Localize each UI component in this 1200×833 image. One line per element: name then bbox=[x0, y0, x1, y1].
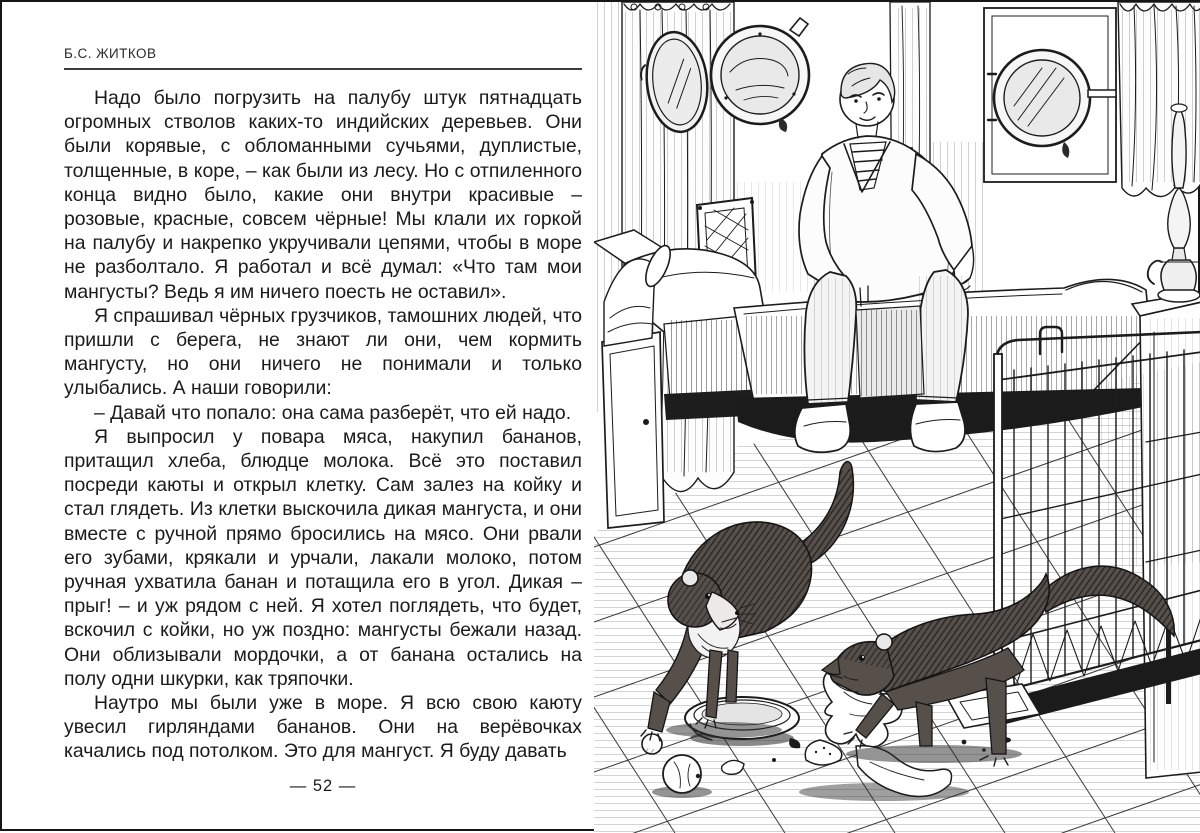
onion bbox=[663, 755, 701, 793]
paragraph: – Давай что попало: она сама разберёт, что ей надо. bbox=[94, 401, 572, 424]
porthole-shadow bbox=[779, 118, 787, 132]
porthole-latch bbox=[1088, 90, 1116, 97]
paragraph: Наутро мы были уже в море. Я всю свою каюту увесил гирляндами бананов. Они на верёвочках качались под потолком. Это для мангуст. Я буду давать bbox=[64, 692, 582, 763]
lamp-chimney bbox=[1172, 108, 1186, 188]
story-text bbox=[64, 86, 582, 764]
header-rule bbox=[64, 68, 582, 70]
lamp-glass-bulb bbox=[1168, 188, 1191, 248]
illustration-svg bbox=[594, 2, 1200, 833]
sailor-figure bbox=[795, 63, 974, 452]
paragraph: Надо было погрузить на палубу штук пятнадцать огромных стволов каких-то индийских деревьев. Они были корявые, с обломанными сучьями, дуплистые, толщенные, в коре, – как были из лесу. Но с отпиленного конца видно было, какие они внутри красивые – розовые, красные, совсем чёрные! Мы клали их горкой на палубу и накрепко укручивали цепями, чтобы в море не разболтало. Я работал и всё думал: «Что там мои мангусты? Ведь я им ничего поесть не оставил». bbox=[64, 87, 582, 303]
author-header: Б.С. ЖИТКОВ bbox=[64, 46, 157, 61]
slipper-right bbox=[910, 402, 965, 452]
porthole-hinge bbox=[790, 18, 808, 36]
text-column bbox=[64, 46, 582, 764]
paragraph: Я выпросил у повара мяса, накупил бананов, притащил хлеба, блюдце молока. Всё это поставил посреди каюты и открыл клетку. Сам залез на койку и стал глядеть. Из клетки выскочила дикая мангуста, и они вместе с ручной прямо бросились на мясо. Они рвали его зубами, крякали и урчали, лакали молоко, потом ручная ухватила банан и потащила его в угол. Дикая – прыг! – и уж рядом с ней. Я хотел поглядеть, что будет, вскочил с койки, но уж поздно: мангусты бежали назад. Они облизывали мордочки, а от банана остались на полу одни шкурки, как тряпочки. bbox=[64, 425, 582, 690]
paragraph: Я спрашивал чёрных грузчиков, тамошних людей, что пришли с берега, не знают ли они, чем кормить мангусту, но они ничего не понимали и только улыбались. А наши говорили: bbox=[64, 304, 583, 400]
slipper-left bbox=[795, 404, 850, 452]
mongoose-left-ear bbox=[682, 570, 698, 586]
mongoose-right-ear bbox=[876, 634, 892, 650]
lamp-handle bbox=[1148, 261, 1162, 284]
page-number: — 52 — bbox=[289, 777, 357, 795]
curtain-right bbox=[1118, 2, 1200, 197]
